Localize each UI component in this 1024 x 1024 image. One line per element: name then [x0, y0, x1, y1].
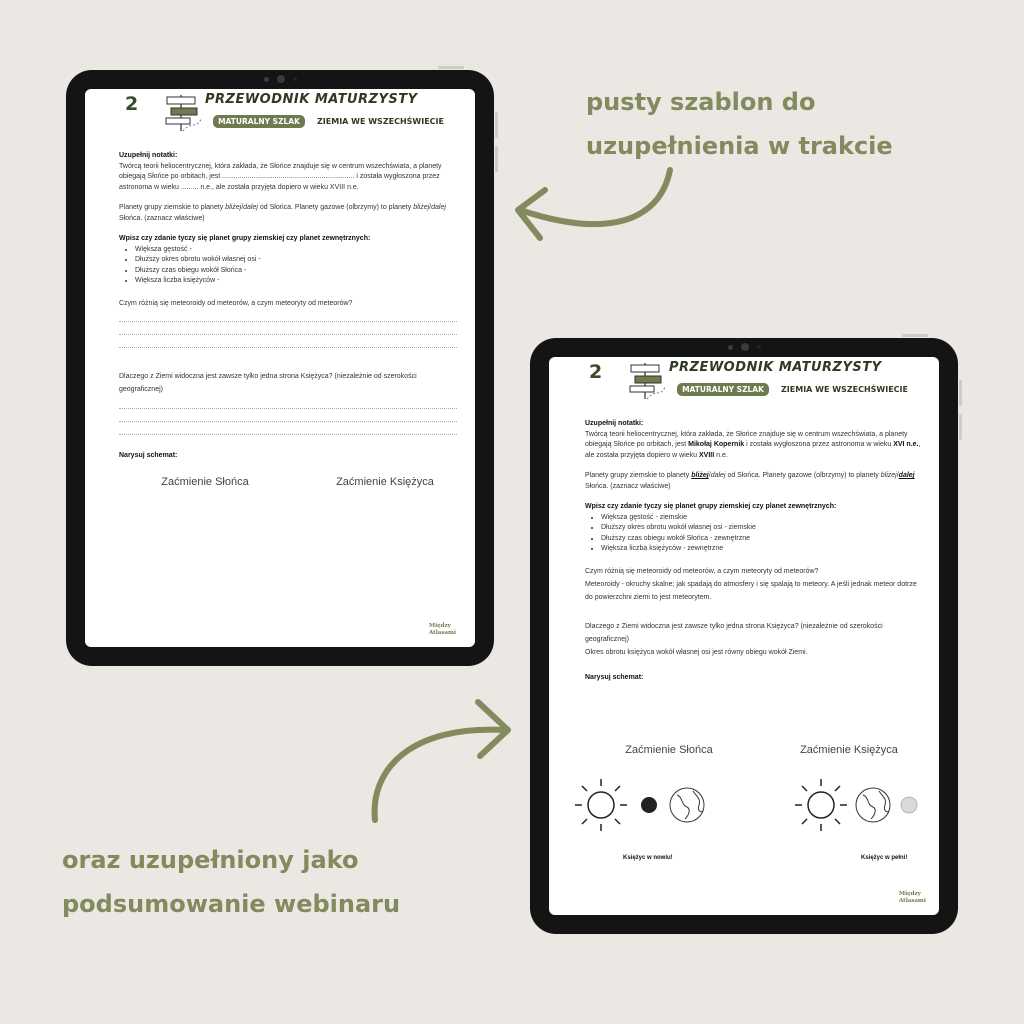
- schema-heading: Narysuj schemat:: [119, 452, 178, 459]
- arrow-top-icon: [500, 160, 690, 270]
- earth-icon: [856, 788, 890, 822]
- filled-century-2: XVIII: [699, 451, 715, 459]
- compare-list: [585, 513, 921, 555]
- answer-line: [119, 309, 457, 322]
- caption-bottom: [62, 838, 400, 926]
- notes-paragraph-2: Planety grupy ziemskie to planety bliżej/dalej od Słońca. Planety gazowe (olbrzymy) to planety bliżej/dalej Słońca. (zaznacz właściwe): [585, 472, 915, 490]
- document-header: [549, 357, 939, 413]
- section-pill: MATURALNY SZLAK: [213, 115, 305, 128]
- list-item: • Większa gęstość -: [135, 245, 457, 256]
- filled-author: Mikołaj Kopernik: [688, 441, 745, 448]
- answer-1: Meteoroidy - okruchy skalne; jak spadają do atmosfery i się spalają to meteory. A jeśli jednak meteor dotrze do powierzchni ziemi to jest meteorytem.: [585, 580, 917, 601]
- blank-author: ....................................................................: [222, 173, 355, 180]
- caption-top-line1: pusty szablon do: [586, 88, 816, 116]
- tablet-screen: [549, 357, 939, 915]
- document-subtitle: ZIEMIA WE WSZECHŚWIECIE: [781, 385, 908, 394]
- watermark-logo: Między Atlasami: [899, 891, 926, 904]
- list-item: • Dłuższy czas obiegu wokół Słońca - zewnętrzne: [601, 534, 921, 545]
- list-item: • Większa liczba księżyców -: [135, 276, 457, 287]
- document-subtitle: ZIEMIA WE WSZECHŚWIECIE: [317, 117, 444, 126]
- list-item: • Dłuższy okres obrotu wokół własnej osi -: [135, 255, 457, 266]
- notes-heading: Uzupełnij notatki:: [585, 420, 644, 427]
- compare-heading: Wpisz czy zdanie tyczy się planet grupy ziemskiej czy planet zewnętrznych:: [585, 503, 837, 510]
- lunar-eclipse-label: Zaćmienie Księżyca: [336, 476, 434, 488]
- page-number: 2: [589, 361, 603, 383]
- filled-century: XVI n.e.: [893, 441, 919, 448]
- caption-top-line2: uzupełnienia w trakcie: [586, 132, 893, 160]
- tablet-empty-template: [66, 70, 494, 666]
- document-title: PRZEWODNIK MATURZYSTY: [205, 92, 418, 107]
- notes-paragraph-1: Twórcą teorii heliocentrycznej, która zakłada, że Słońce znajduje się w centrum wszechświata, a planety obiegają Słońce po orbitach, jest .................................................................... i została wygłoszona przez astronoma w wieku ......... n.e., ale została przyjęta dopiero w wieku XVIII n.e.: [119, 162, 442, 191]
- lunar-eclipse-note: Księżyc w pełni!: [861, 855, 908, 861]
- solar-eclipse-label: Zaćmienie Słońca: [161, 476, 249, 488]
- new-moon-icon: [641, 797, 657, 813]
- answer-line: [119, 396, 457, 409]
- caption-bottom-line2: podsumowanie webinaru: [62, 890, 401, 918]
- caption-top: [586, 80, 893, 168]
- notes-heading: Uzupełnij notatki:: [119, 152, 178, 159]
- answer-line: [119, 422, 457, 435]
- solar-eclipse-diagram: [569, 775, 719, 839]
- full-moon-icon: [901, 797, 917, 813]
- answer-line: [119, 335, 457, 348]
- arrow-bottom-icon: [360, 690, 530, 830]
- tablet-filled: [530, 338, 958, 934]
- watermark-logo: Między Atlasami: [429, 623, 456, 636]
- solar-eclipse-label: Zaćmienie Słońca: [625, 744, 713, 756]
- list-item: • Większa gęstość - ziemskie: [601, 513, 921, 524]
- earth-icon: [670, 788, 704, 822]
- solar-eclipse-note: Księżyc w nowiu!: [623, 855, 673, 861]
- answer-line: [119, 322, 457, 335]
- notes-paragraph-2: Planety grupy ziemskie to planety bliżej/dalej od Słońca. Planety gazowe (olbrzymy) to planety bliżej/dalej Słońca. (zaznacz właściwe): [119, 204, 446, 222]
- selected-option: bliżej: [691, 472, 709, 479]
- question-1: Czym różnią się meteoroidy od meteorów, a czym meteoryty od meteorów?: [119, 299, 353, 307]
- compare-list: [119, 245, 457, 287]
- list-item: • Większa liczba księżyców - zewnętrzne: [601, 544, 921, 555]
- document-body: [119, 151, 457, 462]
- selected-option: dalej: [898, 472, 915, 479]
- caption-bottom-line1: oraz uzupełniony jako: [62, 846, 359, 874]
- answer-2: Okres obrotu księżyca wokół własnej osi jest równy obiegu wokół Ziemi.: [585, 648, 808, 656]
- document-header: [85, 89, 475, 145]
- lunar-eclipse-diagram: [789, 775, 939, 839]
- sun-icon: [795, 779, 847, 831]
- schema-heading: Narysuj schemat:: [585, 673, 644, 681]
- question-2: Dlaczego z Ziemi widoczna jest zawsze tylko jedna strona Księżyca? (niezależnie od szerokości geograficznej): [585, 622, 883, 643]
- notes-paragraph-1: Twórcą teorii heliocentrycznej, która zakłada, że Słońce znajduje się w centrum wszechświata, a planety obiegają Słońce po orbitach, jest Mikołaj Kopernik i została wygłoszona przez astronoma w wieku XVI n.e., ale została przyjęta dopiero w wieku XVIII n.e.: [585, 430, 921, 459]
- question-1: Czym różnią się meteoroidy od meteorów, a czym meteoryty od meteorów?: [585, 567, 819, 575]
- question-2: Dlaczego z Ziemi widoczna jest zawsze tylko jedna strona Księżyca? (niezależnie od szerokości geograficznej): [119, 373, 417, 393]
- answer-line: [119, 409, 457, 422]
- sun-icon: [575, 779, 627, 831]
- page-number: 2: [125, 93, 139, 115]
- blank-century: .........: [180, 183, 199, 191]
- section-pill: MATURALNY SZLAK: [677, 383, 769, 396]
- document-body: [585, 419, 921, 683]
- compare-heading: Wpisz czy zdanie tyczy się planet grupy ziemskiej czy planet zewnętrznych:: [119, 235, 371, 242]
- tablet-screen: [85, 89, 475, 647]
- lunar-eclipse-label: Zaćmienie Księżyca: [800, 744, 898, 756]
- list-item: • Dłuższy czas obiegu wokół Słońca -: [135, 266, 457, 277]
- signpost-icon: [163, 91, 203, 133]
- list-item: • Dłuższy okres obrotu wokół własnej osi - ziemskie: [601, 523, 921, 534]
- signpost-icon: [627, 359, 667, 401]
- document-title: PRZEWODNIK MATURZYSTY: [669, 360, 882, 375]
